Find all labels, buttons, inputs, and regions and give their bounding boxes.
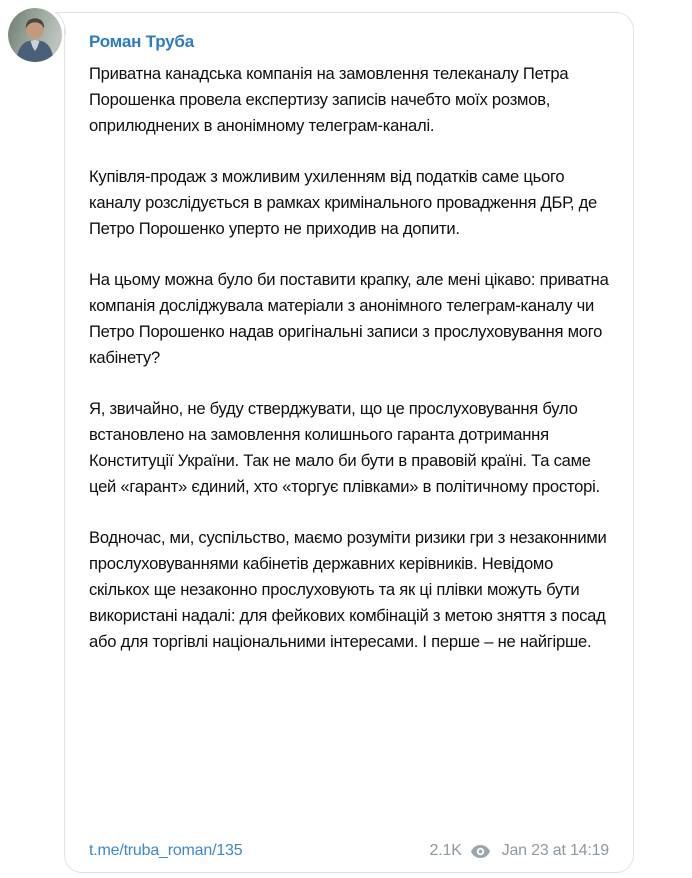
message-text	[89, 61, 609, 836]
views-count: 2.1K	[429, 842, 462, 859]
post-meta	[430, 842, 609, 860]
bubble-tail-icon	[55, 12, 67, 35]
message-paragraph: Приватна канадська компанія на замовлення телеканалу Петра Порошенка провела експертизу записів начебто моїх розмов, оприлюднених в анонімному телеграм-каналі.	[89, 64, 569, 135]
message-paragraph: Я, звичайно, не буду стверджувати, що це прослуховування було встановлено на замовлення колишнього гаранта дотримання Конституції України. Так не мало би бути в правовій країні. Та саме цей «гарант» єдиний, хто «торгує плівками» в політичному просторі.	[89, 399, 600, 496]
views-eye-icon	[471, 845, 490, 858]
post-footer	[89, 836, 609, 860]
message-paragraph: Водночас, ми, суспільство, маємо розуміти ризики гри з незаконними прослуховуваннями кабінетів державних керівників. Невідомо скількох ще незаконно прослуховують та як ці плівки можуть бути використані надалі: для фейкових комбінацій з метою зняття з посад або для торгівлі національними інтересами. І перше – не найгірше.	[89, 528, 607, 651]
message-bubble	[64, 12, 634, 873]
message-paragraph: Купівля-продаж з можливим ухиленням від податків саме цього каналу розслідується в рамках кримінального провадження ДБР, де Петро Порошенко уперто не приходив на допити.	[89, 167, 597, 238]
timestamp: Jan 23 at 14:19	[501, 842, 609, 859]
post-link[interactable]: t.me/truba_roman/135	[89, 842, 243, 859]
message-paragraph: На цьому можна було би поставити крапку, але мені цікаво: приватна компанія досліджувала матеріали з анонімного телеграм-каналу чи Петро Порошенко надав оригінальні записи з прослуховування мого кабінету?	[89, 270, 609, 367]
author-name[interactable]: Роман Труба	[89, 32, 194, 51]
